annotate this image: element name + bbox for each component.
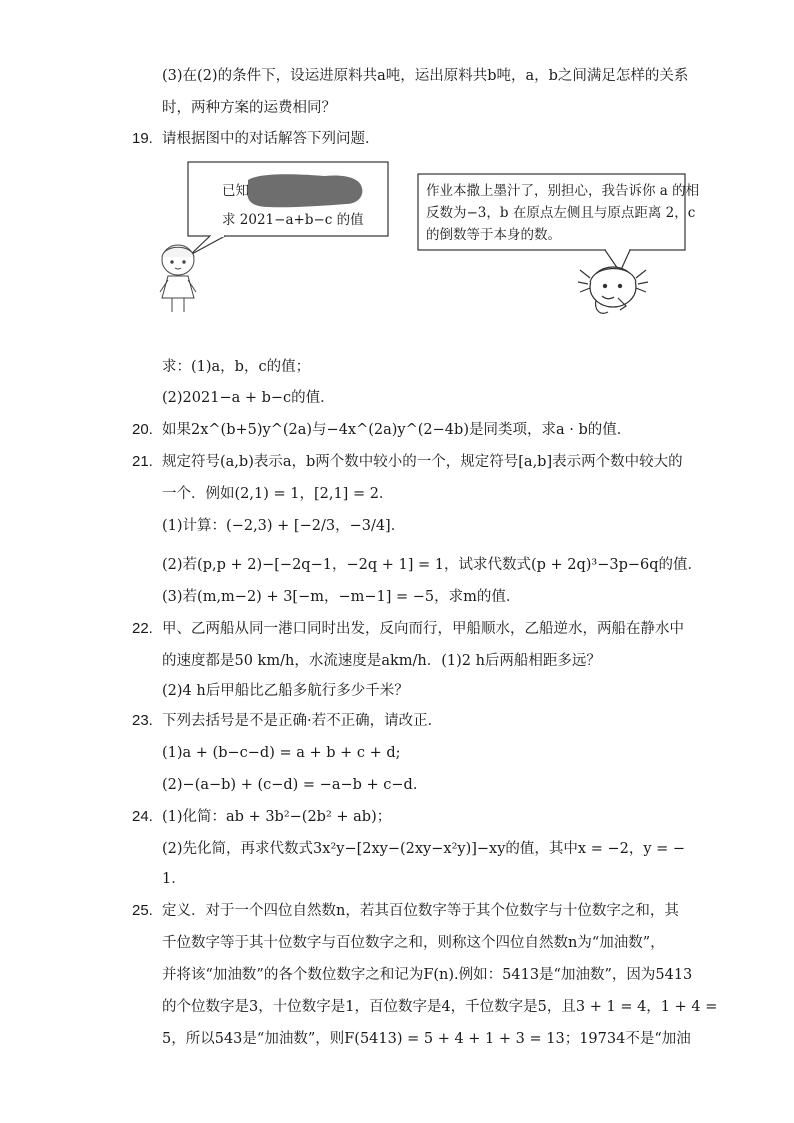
q25-number: 25. bbox=[132, 902, 153, 919]
q20-text: 如果2x^(b+5)y^(2a)与−4x^(2a)y^(2−4b)是同类项，求a · b的值． bbox=[162, 422, 632, 438]
girl-figure bbox=[160, 245, 196, 312]
q23-number: 23. bbox=[132, 712, 153, 729]
q23-part1: (1)a + (b−c−d) = a + b + c + d; bbox=[162, 745, 401, 761]
q21-part1: (1)计算：(−2,3) + [−2/3，−3/4]． bbox=[162, 518, 406, 534]
pigtail-girl-figure bbox=[578, 267, 648, 313]
q19-number: 19. bbox=[132, 130, 153, 147]
q22-number: 22. bbox=[132, 620, 153, 637]
q22-line3: (2)4 h后甲船比乙船多航行多少千米？ bbox=[162, 683, 409, 699]
q22-line1: 甲、乙两船从同一港口同时出发，反向而行，甲船顺水，乙船逆水，两船在静水中 bbox=[162, 621, 684, 637]
q22-line2: 的速度都是50 km/h，水流速度是akm/h．(1)2 h后两船相距多远？ bbox=[162, 653, 601, 669]
q24-part2-line2: 1． bbox=[162, 871, 186, 887]
q24-part1: (1)化简：ab + 3b²−(2b² + ab)； bbox=[162, 809, 392, 825]
q25-line5: 5，所以543是“加油数”，则F(5413) = 5 + 4 + 1 + 3 = 13；19734不是“加油 bbox=[162, 1031, 691, 1047]
q18-part3-line2: 时，两种方案的运费相同？ bbox=[162, 100, 336, 116]
q21-part2: (2)若(p,p + 2)−[−2q−1，−2q + 1] = 1，试求代数式(p + 2q)³−3p−6q的值． bbox=[162, 557, 703, 573]
q21-line2: 一个．例如(2,1) = 1，[2,1] = 2． bbox=[162, 486, 394, 502]
q21-number: 21. bbox=[132, 453, 153, 470]
q18-part3-line1: (3)在(2)的条件下，设运进原料共a吨，运出原料共b吨，a，b之间满足怎样的关系 bbox=[162, 68, 689, 84]
q19-ask1: 求：(1)a，b，c的值； bbox=[162, 359, 311, 375]
q21-line1: 规定符号(a,b)表示a，b两个数中较小的一个，规定符号[a,b]表示两个数中较大的 bbox=[162, 454, 683, 470]
right-bubble-line3: 的倒数等于本身的数。 bbox=[426, 227, 561, 243]
ink-blot bbox=[248, 174, 363, 207]
q24-number: 24. bbox=[132, 808, 153, 825]
q23-stem: 下列去括号是不是正确·若不正确，请改正． bbox=[162, 713, 443, 729]
left-bubble-line2: 求 2021−a+b−c 的值 bbox=[222, 212, 364, 228]
q25-line1: 定义．对于一个四位自然数n，若其百位数字等于其个位数字与十位数字之和，其 bbox=[162, 903, 679, 919]
q25-line3: 并将该“加油数”的各个数位数字之和记为F(n).例如：5413是“加油数”，因为5413 bbox=[162, 967, 693, 983]
left-bubble-line1: 已知 bbox=[222, 183, 249, 199]
q21-part3: (3)若(m,m−2) + 3[−m，−m−1] = −5，求m的值． bbox=[162, 589, 521, 605]
right-bubble-line1: 作业本撒上墨汁了，别担心，我告诉你 a 的相 bbox=[426, 183, 700, 199]
q19-ask2: (2)2021−a + b−c的值． bbox=[162, 390, 335, 406]
right-bubble-line2: 反数为−3，b 在原点左侧且与原点距离 2，c bbox=[426, 205, 696, 221]
q23-part2: (2)−(a−b) + (c−d) = −a−b + c−d． bbox=[162, 777, 428, 793]
q25-line2: 千位数字等于其十位数字与百位数字之和，则称这个四位自然数n为“加油数”， bbox=[162, 935, 665, 951]
q20-number: 20. bbox=[132, 421, 153, 438]
q24-part2-line1: (2)先化简，再求代数式3x²y−[2xy−(2xy−x²y)]−xy的值，其中x = −2，y = − bbox=[162, 841, 686, 857]
q25-line4: 的个位数字是3，十位数字是1，百位数字是4，千位数字是5，且3 + 1 = 4，1 + 4 = bbox=[162, 999, 718, 1015]
q19-stem: 请根据图中的对话解答下列问题． bbox=[162, 131, 380, 147]
